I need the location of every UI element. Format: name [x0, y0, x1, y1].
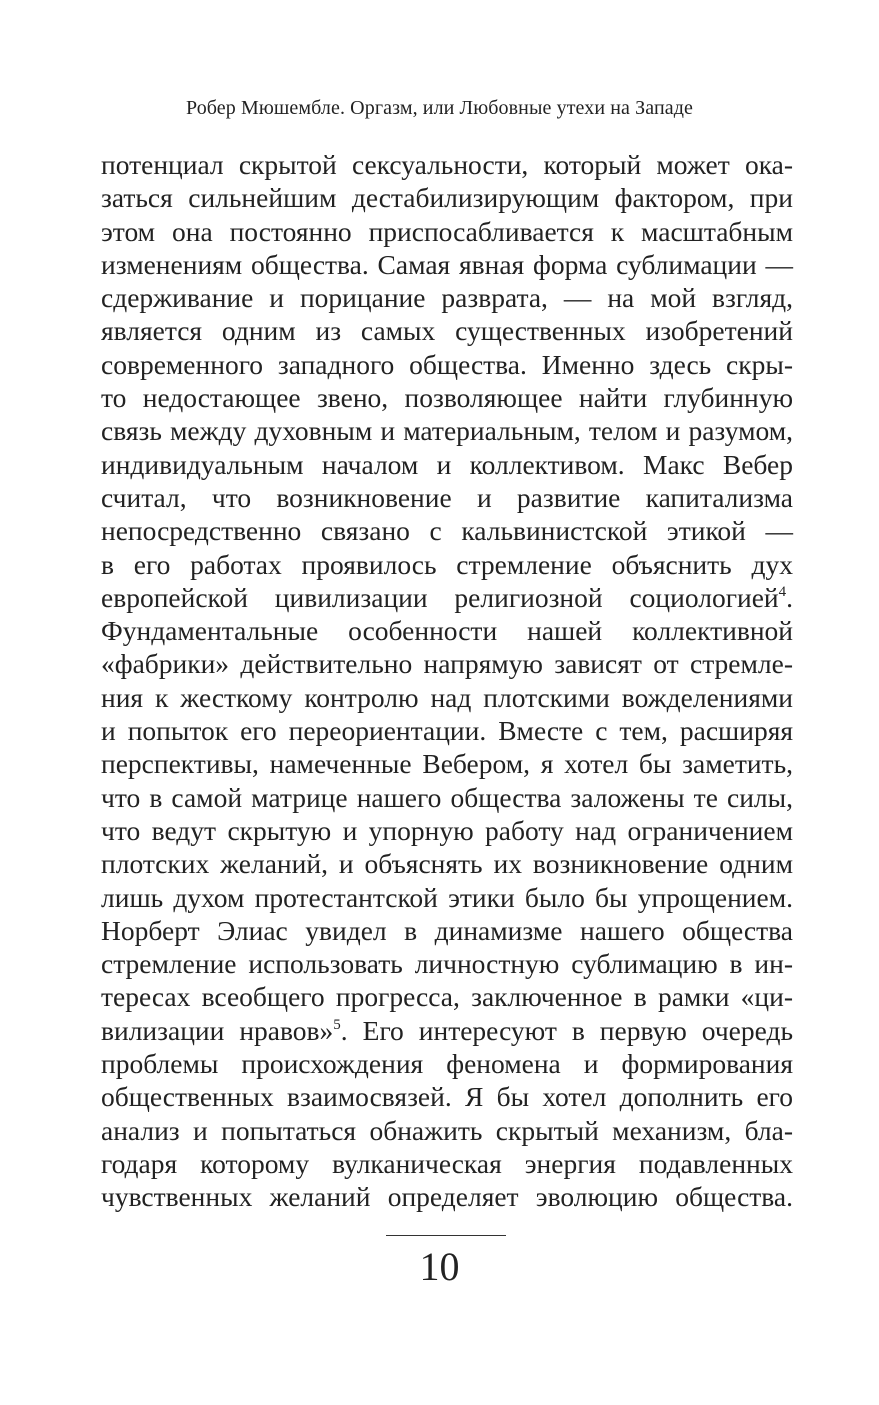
- text-line-6: является одним из самых существенных изобретений: [101, 315, 793, 347]
- text-line-27: [101, 1014, 793, 1047]
- text-line-7: современного западного общества. Именно здесь скры-: [101, 348, 793, 380]
- text-line-9: связь между духовным и материальным, телом и разумом,: [101, 415, 793, 447]
- footnote-ref-4[interactable]: 4: [778, 583, 787, 600]
- text-line-27-main: вилизации нравов»: [101, 1014, 334, 1046]
- text-line-28: проблемы происхождения феномена и формирования: [101, 1048, 793, 1080]
- text-line-12: непосредственно связано с кальвинистской этикой —: [101, 515, 793, 547]
- body-text: [101, 148, 793, 1214]
- text-line-14-main: европейской цивилизации религиозной социологией: [101, 581, 779, 613]
- text-line-14: [101, 581, 793, 614]
- text-line-4: изменениям общества. Самая явная форма сублимации —: [101, 248, 793, 280]
- text-line-13: в его работах проявилось стремление объяснить дух: [101, 548, 793, 580]
- text-line-2: заться сильнейшим дестабилизирующим фактором, при: [101, 182, 793, 214]
- footer-divider: [386, 1235, 506, 1236]
- text-line-16: «фабрики» действительно напрямую зависят от стремле-: [101, 648, 793, 680]
- text-line-24: Норберт Элиас увидел в динамизме нашего общества: [101, 914, 793, 946]
- text-line-17: ния к жесткому контролю над плотскими вожделениями: [101, 681, 793, 713]
- text-line-11: считал, что возникновение и развитие капитализма: [101, 481, 793, 513]
- text-line-30: анализ и попытаться обнажить скрытый механизм, бла-: [101, 1114, 793, 1146]
- text-line-10: индивидуальным началом и коллективом. Макс Вебер: [101, 448, 793, 480]
- text-line-23: лишь духом протестантской этики было бы упрощением.: [101, 881, 793, 913]
- text-line-5: сдерживание и порицание разврата, — на мой взгляд,: [101, 282, 793, 314]
- running-header: Робер Мюшембле. Оргазм, или Любовные утехи на Западе: [185, 97, 694, 119]
- text-line-22: плотских желаний, и объяснять их возникновение одним: [101, 848, 793, 880]
- text-line-3: этом она постоянно приспосабливается к масштабным: [101, 215, 793, 247]
- text-line-14-tail: .: [786, 581, 793, 613]
- text-line-29: общественных взаимосвязей. Я бы хотел дополнить его: [101, 1081, 793, 1113]
- text-line-18: и попыток его переориентации. Вместе с тем, расширяя: [101, 715, 793, 747]
- text-line-15: Фундаментальные особенности нашей коллективной: [101, 615, 793, 647]
- text-line-27-tail: . Его интересуют в первую очередь: [340, 1014, 793, 1046]
- text-line-31: годаря которому вулканическая энергия подавленных: [101, 1147, 793, 1179]
- page-number: 10: [419, 1244, 460, 1289]
- text-line-19: перспективы, намеченные Вебером, я хотел бы заметить,: [101, 748, 793, 780]
- text-line-32: чувственных желаний определяет эволюцию общества.: [101, 1181, 793, 1213]
- text-line-21: что ведут скрытую и упорную работу над ограничением: [101, 814, 793, 846]
- text-line-8: то недостающее звено, позволяющее найти глубинную: [101, 382, 793, 414]
- text-line-25: стремление использовать личностную сублимацию в ин-: [101, 948, 793, 980]
- text-line-26: тересах всеобщего прогресса, заключенное в рамки «ци-: [101, 981, 793, 1013]
- text-line-20: что в самой матрице нашего общества заложены те силы,: [101, 781, 793, 813]
- text-line-1: потенциал скрытой сексуальности, который может ока-: [101, 149, 793, 180]
- footnote-ref-5[interactable]: 5: [333, 1016, 341, 1033]
